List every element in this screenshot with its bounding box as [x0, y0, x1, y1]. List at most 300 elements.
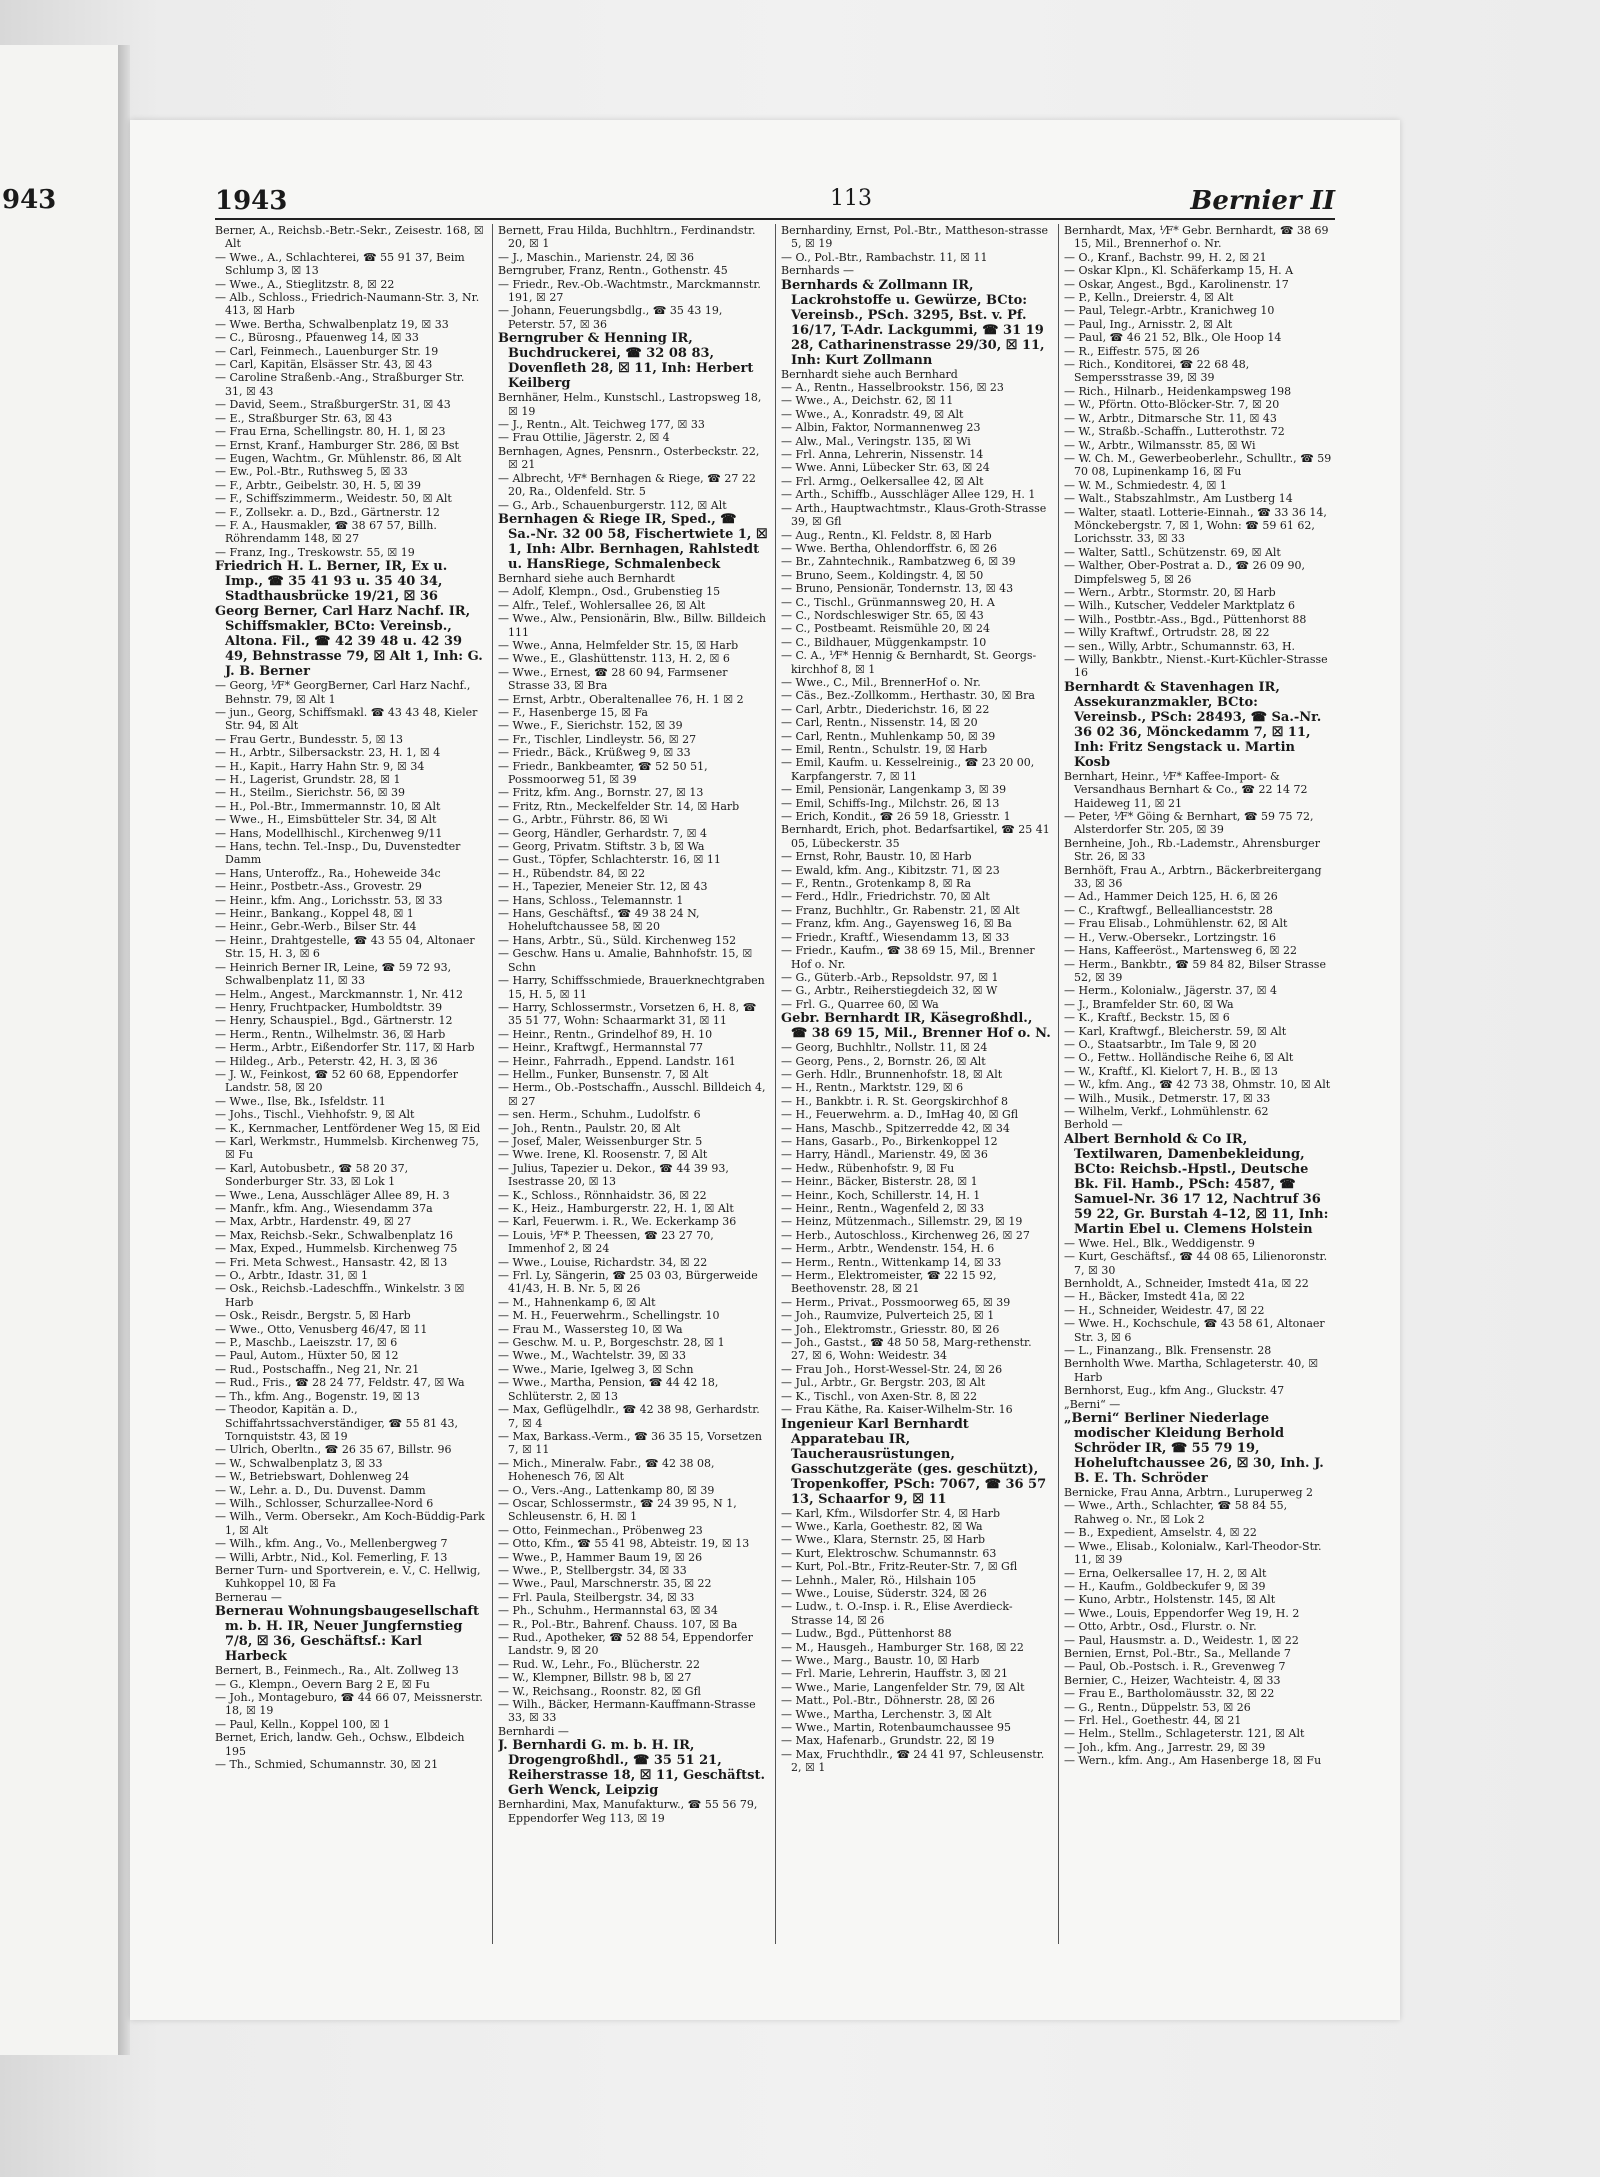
directory-entry: — Ewald, kfm. Ang., Kibitzstr. 71, ☒ 23 — [781, 863, 1000, 877]
directory-entry: Bernholdt, A., Schneider, Imstedt 41a, ☒ 22 — [1064, 1277, 1309, 1290]
directory-entry: — Max, Hafenarb., Grundstr. 22, ☒ 19 — [781, 1734, 995, 1748]
directory-entry: — Wwe., Louise, Süderstr. 324, ☒ 26 — [781, 1586, 987, 1600]
directory-entry: Berhold — — [1064, 1118, 1123, 1132]
directory-entry: — Herm., Arbtr., Eißendorfer Str. 117, ☒ Harb — [215, 1041, 475, 1055]
directory-entry: — Harry, Händl., Marienstr. 49, ☒ 36 — [781, 1148, 988, 1162]
directory-entry: Berngruber & Henning IR, Buchdruckerei, ☎ 32 08 83, Dovenfleth 28, ☒ 11, Inh: Herbert Keilberg — [498, 331, 754, 392]
directory-entry: — Heinr., Bankang., Koppel 48, ☒ 1 — [215, 907, 414, 921]
directory-entry: — C., Bürosng., Pfauenweg 14, ☒ 33 — [215, 331, 419, 345]
directory-entry: — Walt., Stabszahlmstr., Am Lustberg 14 — [1064, 492, 1293, 506]
directory-entry: — G., Arb., Schauenburgerstr. 112, ☒ Alt — [498, 498, 727, 512]
directory-entry: — Hans, Kaffeeröst., Martensweg 6, ☒ 22 — [1064, 944, 1297, 958]
directory-entry: — Wilh., Bäcker, Hermann-Kauffmann-Strasse 33, ☒ 33 — [498, 1698, 756, 1725]
directory-entry: — Wwe., Lena, Ausschläger Allee 89, H. 3 — [215, 1188, 450, 1202]
directory-entry: — K., Kraftf., Beckstr. 15, ☒ 6 — [1064, 1011, 1230, 1025]
directory-entry: — Otto, Feinmechan., Pröbenweg 23 — [498, 1523, 703, 1537]
directory-entry: — H., Arbtr., Silbersackstr. 23, H. 1, ☒ 4 — [215, 746, 441, 760]
directory-entry: — O., Vers.-Ang., Lattenkamp 80, ☒ 39 — [498, 1483, 715, 1497]
directory-entry: — Walther, Ober-Postrat a. D., ☎ 26 09 90, Dimpfelsweg 5, ☒ 26 — [1064, 559, 1306, 586]
directory-entry: — Willi, Arbtr., Nid., Kol. Femerling, F. 13 — [215, 1550, 448, 1564]
directory-entry: Bernhardt & Stavenhagen IR, Assekuranzmakler, BCto: Vereinsb., PSch: 28493, ☎ Sa.-Nr. 36 02 36, Mönckedamm 7, ☒ 11, Inh: Fritz Sengstack u. Martin Kosb — [1064, 679, 1322, 770]
directory-entry: — Herm., Kolonialw., Jägerstr. 37, ☒ 4 — [1064, 984, 1277, 998]
directory-entry: — Helm., Angest., Marckmannstr. 1, Nr. 412 — [215, 987, 463, 1001]
directory-entry: — Willy Kraftwf., Ortrudstr. 28, ☒ 22 — [1064, 626, 1270, 640]
directory-entry: — Rich., Konditorei, ☎ 22 68 48, Sempersstrasse 39, ☒ 39 — [1064, 358, 1250, 385]
directory-entry: — H., Kapit., Harry Hahn Str. 9, ☒ 34 — [215, 759, 425, 773]
directory-entry: — J., Bramfelder Str. 60, ☒ Wa — [1064, 997, 1234, 1011]
directory-entry: — Erna, Oelkersallee 17, H. 2, ☒ Alt — [1064, 1566, 1267, 1580]
directory-entry: — W., Schwalbenplatz 3, ☒ 33 — [215, 1456, 383, 1470]
column-divider — [775, 224, 776, 1944]
directory-entry: — Fr., Tischler, Lindleystr. 56, ☒ 27 — [498, 732, 697, 746]
directory-entry: — W., kfm. Ang., ☎ 42 73 38, Ohmstr. 10, ☒ Alt — [1064, 1078, 1331, 1092]
directory-entry: Bernhart, Heinr., ⅟F* Kaffee-Import- & Versandhaus Bernhart & Co., ☎ 22 14 72 Haideweg 11, ☒ 21 — [1064, 769, 1308, 810]
directory-entry: — Otto, Arbtr., Osd., Flurstr. o. Nr. — [1064, 1620, 1257, 1634]
directory-entry: — G., Klempn., Oevern Barg 2 E, ☒ Fu — [215, 1677, 430, 1691]
directory-entry: — Ew., Pol.-Btr., Ruthsweg 5, ☒ 33 — [215, 465, 408, 479]
directory-entry: — Frl. G., Quarree 60, ☒ Wa — [781, 997, 939, 1011]
directory-entry: — Helm., Stellm., Schlageterstr. 121, ☒ Alt — [1064, 1727, 1305, 1741]
directory-entry: — Julius, Tapezier u. Dekor., ☎ 44 39 93, Isestrasse 20, ☒ 13 — [498, 1161, 729, 1189]
directory-entry: — Emil, Rentn., Schulstr. 19, ☒ Harb — [781, 743, 988, 756]
directory-entry: — Wwe., Martha, Lerchenstr. 3, ☒ Alt — [781, 1707, 992, 1721]
directory-entry: — Rud., Fris., ☎ 28 24 77, Feldstr. 47, ☒ Wa — [215, 1376, 465, 1390]
directory-entry: — H., Schneider, Weidestr. 47, ☒ 22 — [1064, 1303, 1265, 1317]
directory-entry: — W., Pförtn. Otto-Blöcker-Str. 7, ☒ 20 — [1064, 398, 1280, 412]
directory-entry: — Arth., Schiffb., Ausschläger Allee 129, H. 1 — [781, 488, 1036, 502]
directory-entry: — Arth., Hauptwachtmstr., Klaus-Groth-Strasse 39, ☒ Gfl — [781, 501, 1047, 529]
directory-entry: — Peter, ⅟F* Göing & Bernhart, ☎ 59 75 72, Alsterdorfer Str. 205, ☒ 39 — [1064, 810, 1314, 837]
directory-entry: — C. A., ⅟F* Hennig & Bernhardt, St. Georgs-kirchhof 8, ☒ 1 — [781, 649, 1037, 676]
directory-entry: — Oscar, Schlossermstr., ☎ 24 39 95, N 1, Schleusenstr. 6, H. ☒ 1 — [498, 1496, 737, 1524]
directory-entry: — M. H., Feuerwehrm., Schellingstr. 10 — [498, 1309, 720, 1323]
directory-entry: — Fritz, Rtn., Meckelfelder Str. 14, ☒ Harb — [498, 799, 740, 813]
directory-entry: — Heinr., kfm. Ang., Lorichsstr. 53, ☒ 33 — [215, 893, 443, 907]
directory-entry: Berngruber, Franz, Rentn., Gothenstr. 45 — [498, 264, 728, 278]
directory-entry: Gebr. Bernhardt IR, Käsegroßhdl., ☎ 38 69 15, Mil., Brenner Hof o. N. — [781, 1011, 1051, 1042]
directory-entry: — K., Heiz., Hamburgerstr. 22, H. 1, ☒ Alt — [498, 1202, 734, 1215]
directory-entry: — G., Rentn., Düppelstr. 53, ☒ 26 — [1064, 1700, 1251, 1714]
directory-entry: — Hans, Schloss., Telemannstr. 1 — [498, 893, 684, 907]
directory-entry: — Frau Ottilie, Jägerstr. 2, ☒ 4 — [498, 431, 670, 445]
directory-entry: — H., Lagerist, Grundstr. 28, ☒ 1 — [215, 773, 401, 786]
directory-entry: — Joh., kfm. Ang., Jarrestr. 29, ☒ 39 — [1064, 1740, 1266, 1754]
directory-entry: — Georg, ⅟F* GeorgBerner, Carl Harz Nachf., Behnstr. 79, ☒ Alt 1 — [215, 679, 471, 706]
directory-entry: — W., Lehr. a. D., Du. Duvenst. Damm — [215, 1483, 426, 1497]
directory-entry: — Frau E., Bartholomäusstr. 32, ☒ 22 — [1064, 1687, 1275, 1701]
directory-entry: — Frl. Paula, Steilbergstr. 34, ☒ 33 — [498, 1590, 695, 1604]
directory-entry: — Wwe. Bertha, Ohlendorffstr. 6, ☒ 26 — [781, 541, 998, 555]
directory-entry: „Berni“ — — [1064, 1397, 1121, 1411]
directory-entry: — Otto, Kfm., ☎ 55 41 98, Abteistr. 19, ☒ 13 — [498, 1537, 750, 1551]
directory-entry: — Wwe., C., Mil., BrennerHof o. Nr. — [781, 675, 981, 689]
directory-entry: — O., Arbtr., Idastr. 31, ☒ 1 — [215, 1269, 368, 1283]
directory-entry: — Wwe. Hel., Blk., Weddigenstr. 9 — [1064, 1236, 1255, 1250]
directory-entry: — Mich., Mineralw. Fabr., ☎ 42 38 08, Hohenesch 76, ☒ Alt — [498, 1456, 715, 1484]
directory-entry: — P., Kelln., Dreierstr. 4, ☒ Alt — [1064, 291, 1234, 305]
directory-entry: — Louis, ⅟F* P. Theessen, ☎ 23 27 70, Immenhof 2, ☒ 24 — [498, 1228, 714, 1256]
directory-entry: — Wwe. Irene, Kl. Roosenstr. 7, ☒ Alt — [498, 1148, 708, 1162]
directory-entry: — Wwe., F., Sierichstr. 152, ☒ 39 — [498, 719, 683, 733]
directory-entry: — Friedr., Bankbeamter, ☎ 52 50 51, Possmoorweg 51, ☒ 39 — [498, 759, 708, 786]
column-divider — [1058, 224, 1059, 1944]
directory-entry: — Ludw., Bgd., Püttenhorst 88 — [781, 1627, 952, 1641]
directory-entry: — Heinr., Drahtgestelle, ☎ 43 55 04, Altonaer Str. 15, H. 3, ☒ 6 — [215, 933, 475, 961]
directory-entry: — Wwe., Karla, Goethestr. 82, ☒ Wa — [781, 1519, 983, 1533]
directory-entry: — Kurt, Geschäftsf., ☎ 44 08 65, Lilienoronstr. 7, ☒ 30 — [1064, 1250, 1328, 1277]
directory-entry: — Wwe., Marie, Igelweg 3, ☒ Schn — [498, 1362, 694, 1376]
directory-entry: — Aug., Rentn., Kl. Feldstr. 8, ☒ Harb — [781, 528, 992, 542]
directory-entry: — Wilh., Verm. Obersekr., Am Koch-Büddig-Park 1, ☒ Alt — [215, 1510, 485, 1537]
directory-entry: — Ernst, Arbtr., Oberaltenallee 76, H. 1 ☒ 2 — [498, 692, 744, 706]
column-4 — [1064, 224, 1334, 1964]
directory-entry: — Ulrich, Oberltn., ☎ 26 35 67, Billstr. 96 — [215, 1443, 452, 1457]
directory-entry: — Johs., Tischl., Viehhofstr. 9, ☒ Alt — [215, 1108, 415, 1122]
directory-entry: — H., Pol.-Btr., Immermannstr. 10, ☒ Alt — [215, 799, 441, 813]
directory-entry: „Berni“ Berliner Niederlage modischer Kleidung Berhold Schröder IR, ☎ 55 79 19, Hoheluftchaussee 26, ☒ 30, Inh. J. B. E. Th. Schröder — [1064, 1411, 1324, 1487]
directory-entry: Berner Turn- und Sportverein, e. V., C. Hellwig, Kuhkoppel 10, ☒ Fa — [215, 1563, 481, 1591]
directory-entry: — Wilh., Schlosser, Schurzallee-Nord 6 — [215, 1496, 434, 1510]
directory-entry: — C., Postbeamt. Reismühle 20, ☒ 24 — [781, 622, 991, 636]
directory-entry: Bernicke, Frau Anna, Arbtrn., Luruperweg 2 — [1064, 1486, 1313, 1500]
directory-entry: — Wwe., Klara, Sternstr. 25, ☒ Harb — [781, 1533, 986, 1547]
directory-entry: — Wwe., Martha, Pension, ☎ 44 42 18, Schlüterstr. 2, ☒ 13 — [498, 1376, 719, 1403]
directory-entry: — Max, Fruchthdlr., ☎ 24 41 97, Schleusenstr. 2, ☒ 1 — [781, 1747, 1045, 1775]
directory-entry: — Georg, Händler, Gerhardstr. 7, ☒ 4 — [498, 826, 708, 840]
directory-entry: — Alw., Mal., Veringstr. 135, ☒ Wi — [781, 434, 971, 448]
directory-entry: — F., Schiffszimmerm., Weidestr. 50, ☒ Alt — [215, 492, 452, 506]
directory-entry: — Emil, Kaufm. u. Kesselreinig., ☎ 23 20 00, Karpfangerstr. 7, ☒ 11 — [781, 756, 1035, 783]
column-divider — [492, 224, 493, 1944]
directory-entry: — Wwe., Arth., Schlachter, ☎ 58 84 55, Rahweg o. Nr., ☒ Lok 2 — [1064, 1499, 1288, 1526]
directory-entry: — Wwe. H., Kochschule, ☎ 43 58 61, Altonaer Str. 3, ☒ 6 — [1064, 1317, 1325, 1344]
directory-entry: Bernhorst, Eug., kfm Ang., Gluckstr. 47 — [1064, 1384, 1285, 1398]
directory-entry: — Caroline Straßenb.-Ang., Straßburger Str. 31, ☒ 43 — [215, 371, 465, 398]
directory-entry: — W., Betriebswart, Dohlenweg 24 — [215, 1470, 410, 1484]
directory-entry: — Emil, Pensionär, Langenkamp 3, ☒ 39 — [781, 783, 1007, 797]
directory-entry: — Rud., Postschaffn., Neg 21, Nr. 21 — [215, 1362, 420, 1376]
directory-entry: — C., Tischl., Grünmannsweg 20, H. A — [781, 595, 995, 609]
directory-entry: — Hildeg., Arb., Peterstr. 42, H. 3, ☒ 36 — [215, 1054, 438, 1068]
directory-entry: — Frl. Marie, Lehrerin, Hauffstr. 3, ☒ 21 — [781, 1667, 1009, 1681]
directory-entry: — Osk., Reichsb.-Ladeschffn., Winkelstr. 3 ☒ Harb — [215, 1282, 465, 1309]
directory-entry: — Carl, Kapitän, Elsässer Str. 43, ☒ 43 — [215, 358, 433, 372]
directory-entry: — Frl. Armg., Oelkersallee 42, ☒ Alt — [781, 474, 984, 488]
directory-entry: — Cäs., Bez.-Zollkomm., Herthastr. 30, ☒ Bra — [781, 689, 1035, 703]
directory-entry: — F., Arbtr., Geibelstr. 30, H. 5, ☒ 39 — [215, 478, 422, 492]
directory-entry: — Joh., Elektromstr., Griesstr. 80, ☒ 26 — [781, 1322, 1000, 1336]
directory-entry: — Gerh. Hdlr., Brunnenhofstr. 18, ☒ Alt — [781, 1067, 1003, 1081]
directory-entry: — Fritz, kfm. Ang., Bornstr. 27, ☒ 13 — [498, 786, 704, 800]
directory-entry: — H., Bankbtr. i. R. St. Georgskirchhof 8 — [781, 1094, 1009, 1108]
directory-entry: — H., Steilm., Sierichstr. 56, ☒ 39 — [215, 786, 406, 800]
directory-entry: J. Bernhardi G. m. b. H. IR, Drogengroßhdl., ☎ 35 51 21, Reiherstrasse 18, ☒ 11, Geschäftst. Gerh Wenck, Leipzig — [498, 1738, 766, 1799]
directory-entry: — Max, Geflügelhdlr., ☎ 42 38 98, Gerhardstr. 7, ☒ 4 — [498, 1403, 760, 1430]
directory-entry: — Ludw., t. O.-Insp. i. R., Elise Averdieck-Strasse 14, ☒ 26 — [781, 1600, 1013, 1627]
column-2 — [498, 224, 768, 1964]
directory-entry: — Henry, Schauspiel., Bgd., Gärtnerstr. 12 — [215, 1014, 453, 1028]
directory-entry: — Bruno, Seem., Koldingstr. 4, ☒ 50 — [781, 568, 984, 582]
directory-entry: — W., Arbtr., Wilmansstr. 85, ☒ Wi — [1064, 438, 1256, 452]
directory-entry: Bernhardi — — [498, 1724, 569, 1738]
directory-entry: — Frau Gertr., Bundesstr. 5, ☒ 13 — [215, 732, 403, 746]
directory-entry: — Max, Reichsb.-Sekr., Schwalbenplatz 16 — [215, 1228, 453, 1242]
directory-entry: — W. M., Schmiedestr. 4, ☒ 1 — [1064, 478, 1227, 492]
directory-entry: Albert Bernhold & Co IR, Textilwaren, Damenbekleidung, BCto: Reichsb.-Hpstl., Deutsche Bk. Fil. Hamb., PSch: 4587, ☎ Samuel-Nr. 36 17 12, Nachtruf 36 59 22, Gr. Burstah 4–12, ☒ 11, Inh: Martin Ebel u. Clemens Holstein — [1064, 1131, 1329, 1237]
directory-entry: — Wwe., Paul, Marschnerstr. 35, ☒ 22 — [498, 1577, 712, 1591]
directory-entry: Georg Berner, Carl Harz Nachf. IR, Schiffsmakler, BCto: Vereinsb., Altona. Fil., ☎ 42 39 48 u. 42 39 49, Behnstrasse 79, ☒ Alt 1, Inh: G. J. B. Berner — [215, 604, 483, 680]
directory-entry: — K., Schloss., Rönnhaidstr. 36, ☒ 22 — [498, 1188, 707, 1202]
directory-entry: Bernhardini, Max, Manufakturw., ☎ 55 56 79, Eppendorfer Weg 113, ☒ 19 — [498, 1798, 758, 1825]
directory-entry: — Wwe., Louis, Eppendorfer Weg 19, H. 2 — [1064, 1606, 1300, 1620]
directory-entry: Bernhäner, Helm., Kunstschl., Lastropsweg 18, ☒ 19 — [498, 391, 762, 418]
directory-entry: — Paul, Kelln., Koppel 100, ☒ 1 — [215, 1717, 391, 1731]
directory-entry: — Wilh., kfm. Ang., Vo., Mellenbergweg 7 — [215, 1537, 448, 1551]
directory-entry: — Carl, Arbtr., Diederichstr. 16, ☒ 22 — [781, 702, 990, 716]
directory-entry: — Heinr., Postbetr.-Ass., Grovestr. 29 — [215, 880, 422, 894]
directory-entry: — Adolf, Klempn., Osd., Grubenstieg 15 — [498, 585, 721, 599]
directory-entry: — Herm., Privat., Possmoorweg 65, ☒ 39 — [781, 1295, 1011, 1309]
directory-entry: Bernert, B., Feinmech., Ra., Alt. Zollweg 13 — [215, 1664, 459, 1678]
directory-entry: — Wwe., Ernest, ☎ 28 60 94, Farmsener Strasse 33, ☒ Bra — [498, 665, 728, 693]
directory-entry: — L., Finanzang., Blk. Frensenstr. 28 — [1064, 1344, 1272, 1358]
directory-entry: Bernerau Wohnungsbaugesellschaft m. b. H. IR, Neuer Jungfernstieg 7/8, ☒ 36, Geschäftsf.: Karl Harbeck — [215, 1604, 480, 1665]
directory-entry: — Joh., Rentn., Paulstr. 20, ☒ Alt — [498, 1121, 681, 1135]
directory-entry: — Eugen, Wachtm., Gr. Mühlenstr. 86, ☒ Alt — [215, 451, 462, 465]
directory-entry: — W., Reichsang., Roonstr. 82, ☒ Gfl — [498, 1684, 701, 1698]
directory-entry: — Wwe., A., Schlachterei, ☎ 55 91 37, Beim Schlump 3, ☒ 13 — [215, 250, 465, 278]
directory-entry: — Paul, Hausmstr. a. D., Weidestr. 1, ☒ 22 — [1064, 1633, 1299, 1647]
directory-entry: — H., Rübendstr. 84, ☒ 22 — [498, 866, 646, 880]
directory-entry: — Carl, Rentn., Nissenstr. 14, ☒ 20 — [781, 716, 978, 730]
directory-entry: — Hedw., Rübenhofstr. 9, ☒ Fu — [781, 1161, 955, 1175]
directory-entry: — Heinr., Kraftwgf., Hermannstal 77 — [498, 1041, 704, 1055]
directory-entry: — Willy, Bankbtr., Nienst.-Kurt-Küchler-Strasse 16 — [1064, 653, 1328, 680]
directory-entry: — O., Fettw.. Holländische Reihe 6, ☒ Alt — [1064, 1051, 1294, 1065]
directory-entry: — Hans, techn. Tel.-Insp., Du, Duvenstedter Damm — [215, 840, 461, 867]
directory-entry: — R., Eiffestr. 575, ☒ 26 — [1064, 344, 1200, 358]
directory-entry: — O., Staatsarbtr., Im Tale 9, ☒ 20 — [1064, 1037, 1257, 1051]
directory-entry: — Th., kfm. Ang., Bogenstr. 19, ☒ 13 — [215, 1389, 420, 1403]
directory-entry: — J., Rentn., Alt. Teichweg 177, ☒ 33 — [498, 418, 705, 432]
directory-entry: — Paul, Ing., Arnisstr. 2, ☒ Alt — [1064, 317, 1233, 331]
directory-entry: — Joh., Raumvize, Pulverteich 25, ☒ 1 — [781, 1309, 995, 1323]
directory-entry: — Wern., kfm. Ang., Am Hasenberge 18, ☒ Fu — [1064, 1754, 1322, 1768]
directory-entry: — Frl. Ly, Sängerin, ☎ 25 03 03, Bürgerweide 41/43, H. B. Nr. 5, ☒ 26 — [498, 1269, 758, 1296]
directory-entry: — Friedr., Bäck., Krüßweg 9, ☒ 33 — [498, 746, 691, 760]
directory-entry: — Wwe., Ilse, Bk., Isfeldstr. 11 — [215, 1094, 386, 1108]
directory-entry: — W. Ch. M., Gewerbeoberlehr., Schulltr., ☎ 59 70 08, Lupinenkamp 16, ☒ Fu — [1064, 451, 1332, 479]
directory-entry: — Frau Erna, Schellingstr. 80, H. 1, ☒ 23 — [215, 425, 446, 439]
facing-page-edge — [0, 45, 120, 2055]
book-spine — [118, 45, 130, 2055]
directory-entry: — Wwe., Louise, Richardstr. 34, ☒ 22 — [498, 1255, 708, 1269]
directory-entry: Berner, A., Reichsb.-Betr.-Sekr., Zeisestr. 168, ☒ Alt — [215, 224, 484, 251]
directory-entry: — Geschw. M. u. P., Borgeschstr. 28, ☒ 1 — [498, 1336, 725, 1350]
directory-entry: — Wwe., Martin, Rotenbaumchaussee 95 — [781, 1721, 1012, 1734]
column-1 — [215, 224, 485, 1964]
directory-entry: Bernhagen, Agnes, Pensnrn., Osterbeckstr. 22, ☒ 21 — [498, 444, 760, 472]
directory-entry: — R., Pol.-Btr., Bahrenf. Chauss. 107, ☒ Ba — [498, 1617, 738, 1631]
directory-entry: — Karl, Kraftwgf., Bleicherstr. 59, ☒ Alt — [1064, 1024, 1287, 1038]
directory-entry: Friedrich H. L. Berner, IR, Ex u. Imp., ☎ 35 41 93 u. 35 40 34, Stadthausbrücke 19/21, ☒ 36 — [215, 559, 448, 605]
directory-entry: — Osk., Reisdr., Bergstr. 5, ☒ Harb — [215, 1309, 411, 1323]
directory-entry: — Heinr., Rentn., Wagenfeld 2, ☒ 33 — [781, 1202, 985, 1215]
directory-entry: — Heinr., Gebr.-Werb., Bilser Str. 44 — [215, 920, 417, 934]
directory-entry: — Georg, Pens., 2, Bornstr. 26, ☒ Alt — [781, 1054, 986, 1068]
column-3 — [781, 224, 1051, 1964]
directory-entry: — Ferd., Hdlr., Friedrichstr. 70, ☒ Alt — [781, 890, 990, 904]
directory-entry: — F., Zollsekr. a. D., Bzd., Gärtnerstr. 12 — [215, 505, 440, 519]
directory-entry: — Paul, Ob.-Postsch. i. R., Grevenweg 7 — [1064, 1660, 1286, 1674]
directory-entry: — Wwe., Anna, Helmfelder Str. 15, ☒ Harb — [498, 638, 739, 652]
directory-entry: — Hellm., Funker, Bunsenstr. 7, ☒ Alt — [498, 1067, 709, 1081]
directory-entry: — Paul, Autom., Hüxter 50, ☒ 12 — [215, 1349, 399, 1363]
directory-entry: — Herm., Ob.-Postschaffn., Ausschl. Billdeich 4, ☒ 27 — [498, 1081, 766, 1108]
directory-entry: — Wilh., Musik., Detmerstr. 17, ☒ 33 — [1064, 1091, 1271, 1105]
directory-entry: — Wwe. Anni, Lübecker Str. 63, ☒ 24 — [781, 461, 990, 475]
directory-entry: Bernhagen & Riege IR, Sped., ☎ Sa.-Nr. 32 00 58, Fischertwiete 1, ☒ 1, Inh: Albr. Bernhagen, Rahlstedt u. HansRiege, Schmalenbeck — [498, 511, 768, 572]
directory-entry: — Karl, Autobusbetr., ☎ 58 20 37, Sonderburger Str. 33, ☒ Lok 1 — [215, 1161, 409, 1189]
directory-entry: — Frau Elisab., Lohmühlenstr. 62, ☒ Alt — [1064, 917, 1288, 931]
directory-entry: — Heinr., Rentn., Grindelhof 89, H. 10 — [498, 1027, 713, 1041]
directory-entry: — Wwe., Otto, Venusberg 46/47, ☒ 11 — [215, 1322, 428, 1336]
directory-entry: — Heinr., Bäcker, Bisterstr. 28, ☒ 1 — [781, 1175, 978, 1189]
directory-entry: — Paul, ☎ 46 21 52, Blk., Ole Hoop 14 — [1064, 331, 1282, 345]
directory-entry: — Hans, Gasarb., Po., Birkenkoppel 12 — [781, 1134, 998, 1148]
directory-entry: — O., Pol.-Btr., Rambachstr. 11, ☒ 11 — [781, 250, 988, 264]
directory-entry: Bernhardt, Erich, phot. Bedarfsartikel, ☎ 25 41 05, Lübeckerstr. 35 — [781, 823, 1050, 850]
directory-entry: — O., Kranf., Bachstr. 99, H. 2, ☒ 21 — [1064, 250, 1267, 264]
directory-entry: — Albin, Faktor, Normannenweg 23 — [781, 421, 981, 435]
directory-entry: — B., Expedient, Amselstr. 4, ☒ 22 — [1064, 1526, 1257, 1540]
directory-entry: — C., Kraftwgf., Belleallianceststr. 28 — [1064, 903, 1273, 917]
directory-entry: — Jul., Arbtr., Gr. Bergstr. 203, ☒ Alt — [781, 1376, 986, 1390]
directory-entry: — F., Hasenberge 15, ☒ Fa — [498, 705, 648, 719]
directory-entry: Bernheine, Joh., Rb.-Lademstr., Ahrensburger Str. 26, ☒ 33 — [1064, 836, 1320, 864]
directory-entry: Bernerau — — [215, 1590, 282, 1604]
directory-entry: — Gust., Töpfer, Schlachterstr. 16, ☒ 11 — [498, 853, 721, 867]
directory-entry: — Max, Barkass.-Verm., ☎ 36 35 15, Vorsetzen 7, ☒ 11 — [498, 1429, 762, 1457]
directory-entry: — Heinrich Berner IR, Leine, ☎ 59 72 93, Schwalbenplatz 11, ☒ 33 — [215, 960, 452, 988]
directory-entry: — F. A., Hausmakler, ☎ 38 67 57, Billh. Röhrendamm 148, ☒ 27 — [215, 518, 437, 546]
directory-entry: — Br., Zahntechnik., Rambatzweg 6, ☒ 39 — [781, 555, 1016, 569]
directory-entry: — Wwe., H., Eimsbütteler Str. 34, ☒ Alt — [215, 813, 437, 827]
directory-entry: — Harry, Schiffsschmiede, Brauerknechtgraben 15, H. 5, ☒ 11 — [498, 974, 765, 1001]
directory-entry: — Herm., Arbtr., Wendenstr. 154, H. 6 — [781, 1242, 995, 1256]
directory-entry: — Kuno, Arbtr., Holstenstr. 145, ☒ Alt — [1064, 1593, 1276, 1607]
directory-entry: — Karl, Kfm., Wilsdorfer Str. 4, ☒ Harb — [781, 1506, 1001, 1520]
directory-entry: — Wwe., Marie, Langenfelder Str. 79, ☒ Alt — [781, 1680, 1025, 1694]
directory-entry: — Herm., Rentn., Wilhelmstr. 36, ☒ Harb — [215, 1027, 446, 1041]
directory-entry: — H., Rentn., Marktstr. 129, ☒ 6 — [781, 1081, 964, 1095]
directory-entry: — Paul, Telegr.-Arbtr., Kranichweg 10 — [1064, 304, 1275, 318]
directory-entry: — Wwe., E., Glashüttenstr. 113, H. 2, ☒ 6 — [498, 652, 730, 666]
directory-entry: — Alb., Schloss., Friedrich-Naumann-Str. 3, Nr. 413, ☒ Harb — [215, 291, 480, 318]
directory-entry: — Erich, Kondit., ☎ 26 59 18, Griesstr. 1 — [781, 810, 1011, 824]
header-keyword: Bernier II — [1190, 186, 1335, 216]
directory-entry: — H., Feuerwehrm. a. D., ImHag 40, ☒ Gfl — [781, 1108, 1019, 1122]
directory-entry: — C., Bildhauer, Müggenkampstr. 10 — [781, 635, 987, 649]
directory-entry: — Lehnh., Maler, Rö., Hilshain 105 — [781, 1573, 977, 1587]
directory-entry: — Heinr., Koch, Schillerstr. 14, H. 1 — [781, 1188, 981, 1202]
directory-entry: — Oskar Klpn., Kl. Schäferkamp 15, H. A — [1064, 264, 1294, 278]
directory-entry: — J., Maschin., Marienstr. 24, ☒ 36 — [498, 250, 694, 264]
directory-entry: — Ph., Schuhm., Hermannstal 63, ☒ 34 — [498, 1604, 718, 1618]
directory-entry: — W., Arbtr., Ditmarsche Str. 11, ☒ 43 — [1064, 411, 1277, 425]
directory-entry: — Rich., Hilnarb., Heidenkampsweg 198 — [1064, 384, 1292, 398]
directory-entry: — K., Kernmacher, Lentfördener Weg 15, ☒ Eid — [215, 1121, 481, 1135]
directory-entry: — W., Straßb.-Schaffn., Lutterothstr. 72 — [1064, 425, 1285, 439]
directory-entry: Bernett, Frau Hilda, Buchhltrn., Ferdinandstr. 20, ☒ 1 — [498, 224, 756, 251]
directory-entry: — M., Hahnenkamp 6, ☒ Alt — [498, 1295, 656, 1309]
directory-entry: Bernholth Wwe. Martha, Schlageterstr. 40, ☒ Harb — [1064, 1357, 1319, 1384]
directory-entry: — Frau Joh., Horst-Wessel-Str. 24, ☒ 26 — [781, 1362, 1003, 1376]
directory-entry: — G., Arbtr., Reiherstiegdeich 32, ☒ W — [781, 984, 998, 998]
directory-entry: — Ad., Hammer Deich 125, H. 6, ☒ 26 — [1064, 890, 1278, 904]
directory-entry: — Wwe., P., Hammer Baum 19, ☒ 26 — [498, 1550, 703, 1564]
directory-entry: — P., Maschb., Laeiszstr. 17, ☒ 6 — [215, 1336, 398, 1350]
directory-entry: — Carl, Rentn., Muhlenkamp 50, ☒ 39 — [781, 729, 996, 743]
directory-entry: — A., Rentn., Hasselbrookstr. 156, ☒ 23 — [781, 381, 1004, 395]
directory-entry: — Hans, Arbtr., Sü., Süld. Kirchenweg 152 — [498, 933, 737, 947]
directory-entry: — sen. Herm., Schuhm., Ludolfstr. 6 — [498, 1108, 701, 1122]
directory-entry: — Wilhelm, Verkf., Lohmühlenstr. 62 — [1064, 1104, 1269, 1118]
directory-entry: — Karl, Werkmstr., Hummelsb. Kirchenweg 75, ☒ Fu — [215, 1134, 479, 1162]
directory-entry: — Matt., Pol.-Btr., Döhnerstr. 28, ☒ 26 — [781, 1694, 995, 1708]
directory-entry: — Hans, Modellhischl., Kirchenweg 9/11 — [215, 826, 443, 840]
directory-entry: — Wwe., A., Deichstr. 62, ☒ 11 — [781, 394, 954, 408]
directory-entry: — Rud., Apotheker, ☎ 52 88 54, Eppendorfer Landstr. 9, ☒ 20 — [498, 1631, 753, 1658]
directory-entry: — Max, Arbtr., Hardenstr. 49, ☒ 27 — [215, 1215, 412, 1229]
directory-entry: — Frl. Anna, Lehrerin, Nissenstr. 14 — [781, 448, 984, 462]
facing-page-year: 943 — [2, 185, 57, 215]
directory-entry: — J. W., Feinkost, ☎ 52 60 68, Eppendorfer Landstr. 58, ☒ 20 — [215, 1067, 459, 1095]
directory-entry: — F., Rentn., Grotenkamp 8, ☒ Ra — [781, 877, 972, 891]
directory-entry: — Friedr., Kraftf., Wiesendamm 13, ☒ 33 — [781, 930, 1010, 944]
directory-entry: — Frau Käthe, Ra. Kaiser-Wilhelm-Str. 16 — [781, 1403, 1013, 1417]
directory-entry: — sen., Willy, Arbtr., Schumannstr. 63, H. — [1064, 639, 1296, 653]
directory-entry: — K., Tischl., von Axen-Str. 8, ☒ 22 — [781, 1389, 978, 1403]
directory-entry: — Wilh., Kutscher, Veddeler Marktplatz 6 — [1064, 599, 1295, 613]
directory-entry: Bernhards & Zollmann IR, Lackrohstoffe u. Gewürze, BCto: Vereinsb., PSch. 3295, Bst. v. Pf. 16/17, T-Adr. Lackgummi, ☎ 31 19 28, Catharinenstrasse 29/30, ☒ 11, Inh: Kurt Zollmann — [781, 277, 1045, 368]
directory-entry: — G., Güterb.-Arb., Repsoldstr. 97, ☒ 1 — [781, 970, 999, 984]
directory-entry: — Heinr., Fahrradh., Eppend. Landstr. 161 — [498, 1054, 736, 1068]
directory-entry: — Herm., Rentn., Wittenkamp 14, ☒ 33 — [781, 1255, 1002, 1269]
directory-entry: — Rud. W., Lehr., Fo., Blücherstr. 22 — [498, 1657, 700, 1671]
directory-entry: — Joh., Montageburo, ☎ 44 66 07, Meissnerstr. 18, ☒ 19 — [215, 1691, 483, 1718]
directory-entry: — Emil, Schiffs-Ing., Milchstr. 26, ☒ 13 — [781, 796, 1000, 810]
directory-entry: — Wwe., A., Konradstr. 49, ☒ Alt — [781, 407, 964, 421]
directory-entry: Bernhöft, Frau A., Arbtrn., Bäckerbreitergang 33, ☒ 36 — [1064, 863, 1322, 891]
directory-entry: — Frl. Hel., Goethestr. 44, ☒ 21 — [1064, 1713, 1242, 1727]
directory-entry: — Wwe., Elisab., Kolonialw., Karl-Theodor-Str. 11, ☒ 39 — [1064, 1539, 1322, 1567]
page-number: 113 — [830, 186, 872, 211]
directory-entry: — H., Verw.-Obersekr., Lortzingstr. 16 — [1064, 930, 1276, 944]
directory-entry: — Heinz, Mützenmach., Sillemstr. 29, ☒ 19 — [781, 1215, 1023, 1229]
directory-entry: — Franz, kfm. Ang., Gayensweg 16, ☒ Ba — [781, 917, 1012, 931]
directory-entry: — Walter, Sattl., Schützenstr. 69, ☒ Alt — [1064, 545, 1281, 559]
directory-entry: — C., Nordschleswiger Str. 65, ☒ 43 — [781, 608, 984, 622]
directory-entry: — Wilh., Postbtr.-Ass., Bgd., Püttenhorst 88 — [1064, 612, 1307, 626]
directory-entry: — Manfr., kfm. Ang., Wiesendamm 37a — [215, 1202, 433, 1215]
directory-entry: Bernhard siehe auch Bernhardt — [498, 571, 675, 585]
directory-entry: — Herm., Bankbtr., ☎ 59 84 82, Bilser Strasse 52, ☒ 39 — [1064, 957, 1326, 984]
directory-entry: — Carl, Feinmech., Lauenburger Str. 19 — [215, 344, 439, 358]
directory-entry: — Max, Exped., Hummelsb. Kirchenweg 75 — [215, 1242, 458, 1256]
directory-entry: — Kurt, Pol.-Btr., Fritz-Reuter-Str. 7, ☒ Gfl — [781, 1560, 1018, 1574]
directory-entry: — Albrecht, ⅟F* Bernhagen & Riege, ☎ 27 22 20, Ra., Oldenfeld. Str. 5 — [498, 471, 756, 499]
